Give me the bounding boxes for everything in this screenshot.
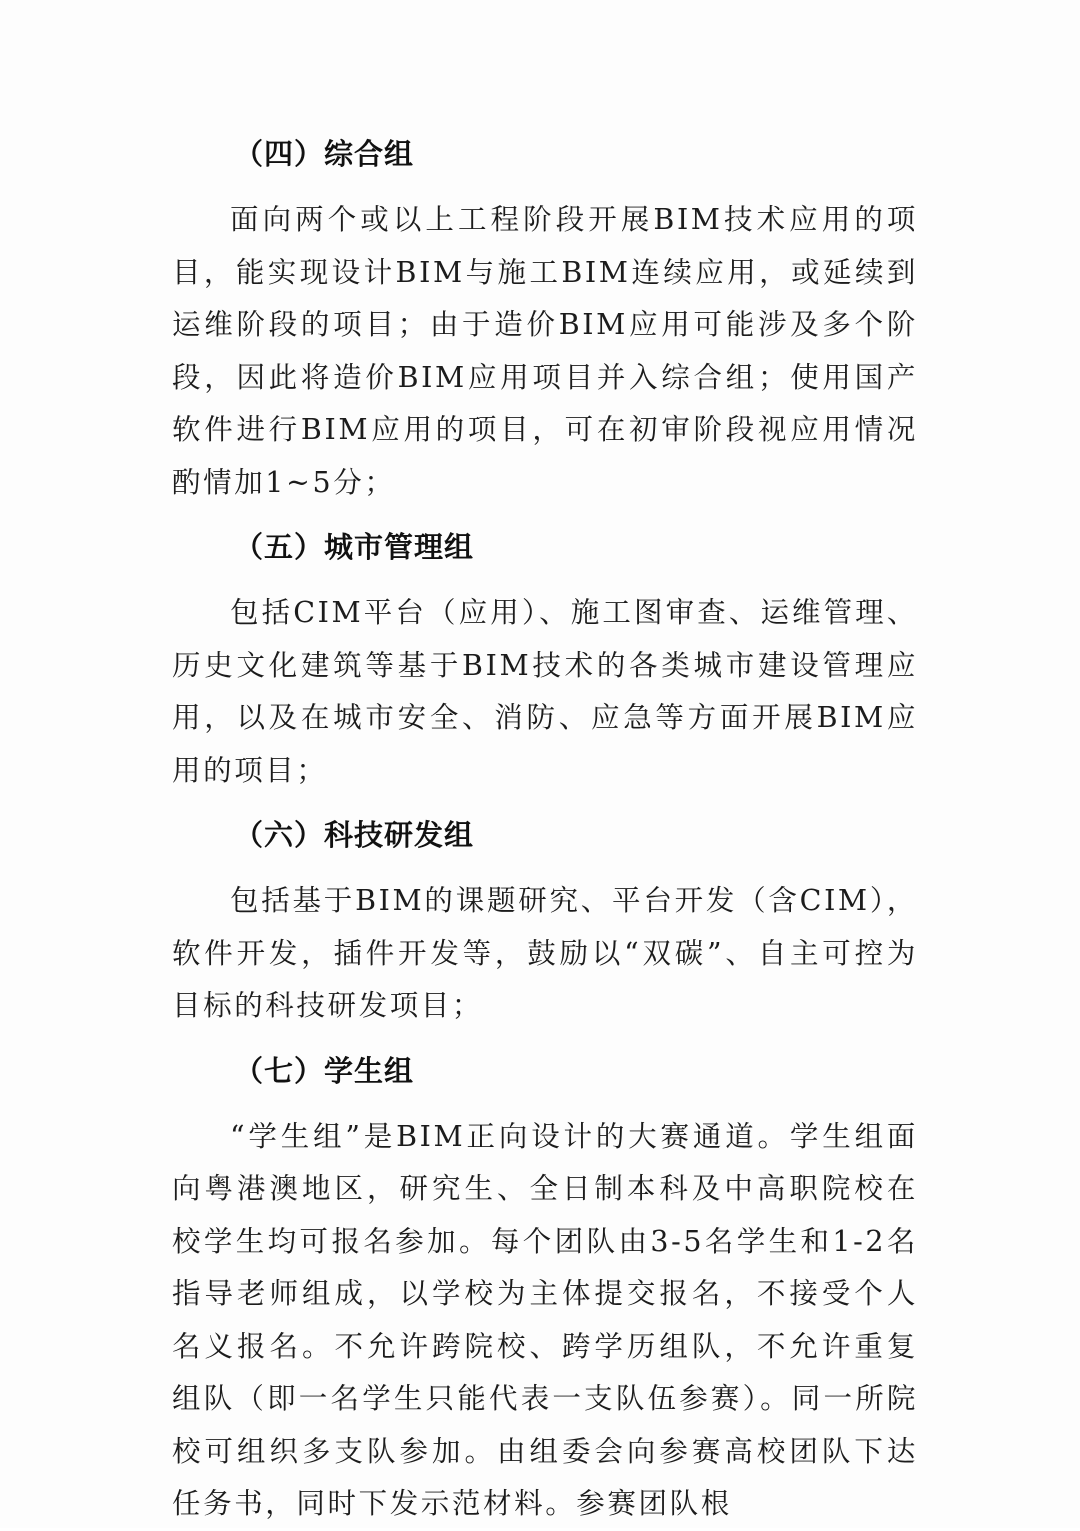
section-paragraph-student: “学生组”是BIM正向设计的大赛通道。学生组面向粤港澳地区，研究生、全日制本科及中高职院校在校学生均可报名参加。每个团队由3-5名学生和1-2名指导老师组成，以学校为主体提交报名，不接受个人名义报名。不允许跨院校、跨学历组队，不允许重复组队（即一名学生只能代表一支队伍参赛）。同一所院校可组织多支队参加。由组委会向参赛高校团队下达任务书，同时下发示范材料。参赛团队根 xyxy=(172,1119,918,1520)
section-heading-comprehensive: （四）综合组 xyxy=(234,137,415,171)
section-heading-rnd: （六）科技研发组 xyxy=(234,818,475,852)
section-paragraph-city-management: 包括CIM平台（应用）、施工图审查、运维管理、历史文化建筑等基于BIM技术的各类城市建设管理应用，以及在城市安全、消防、应急等方面开展BIM应用的项目； xyxy=(172,596,918,787)
section-paragraph-comprehensive: 面向两个或以上工程阶段开展BIM技术应用的项目，能实现设计BIM与施工BIM连续应用，或延续到运维阶段的项目；由于造价BIM应用可能涉及多个阶段，因此将造价BIM应用项目并入综合组；使用国产软件进行BIM应用的项目，可在初审阶段视应用情况酌情加1~5分； xyxy=(172,203,918,499)
section-paragraph-rnd: 包括基于BIM的课题研究、平台开发（含CIM），软件开发，插件开发等，鼓励以“双碳”、自主可控为目标的科技研发项目； xyxy=(172,884,918,1022)
section-heading-city-management: （五）城市管理组 xyxy=(234,530,475,564)
section-heading-student: （七）学生组 xyxy=(234,1053,415,1088)
document-body xyxy=(172,128,918,1531)
